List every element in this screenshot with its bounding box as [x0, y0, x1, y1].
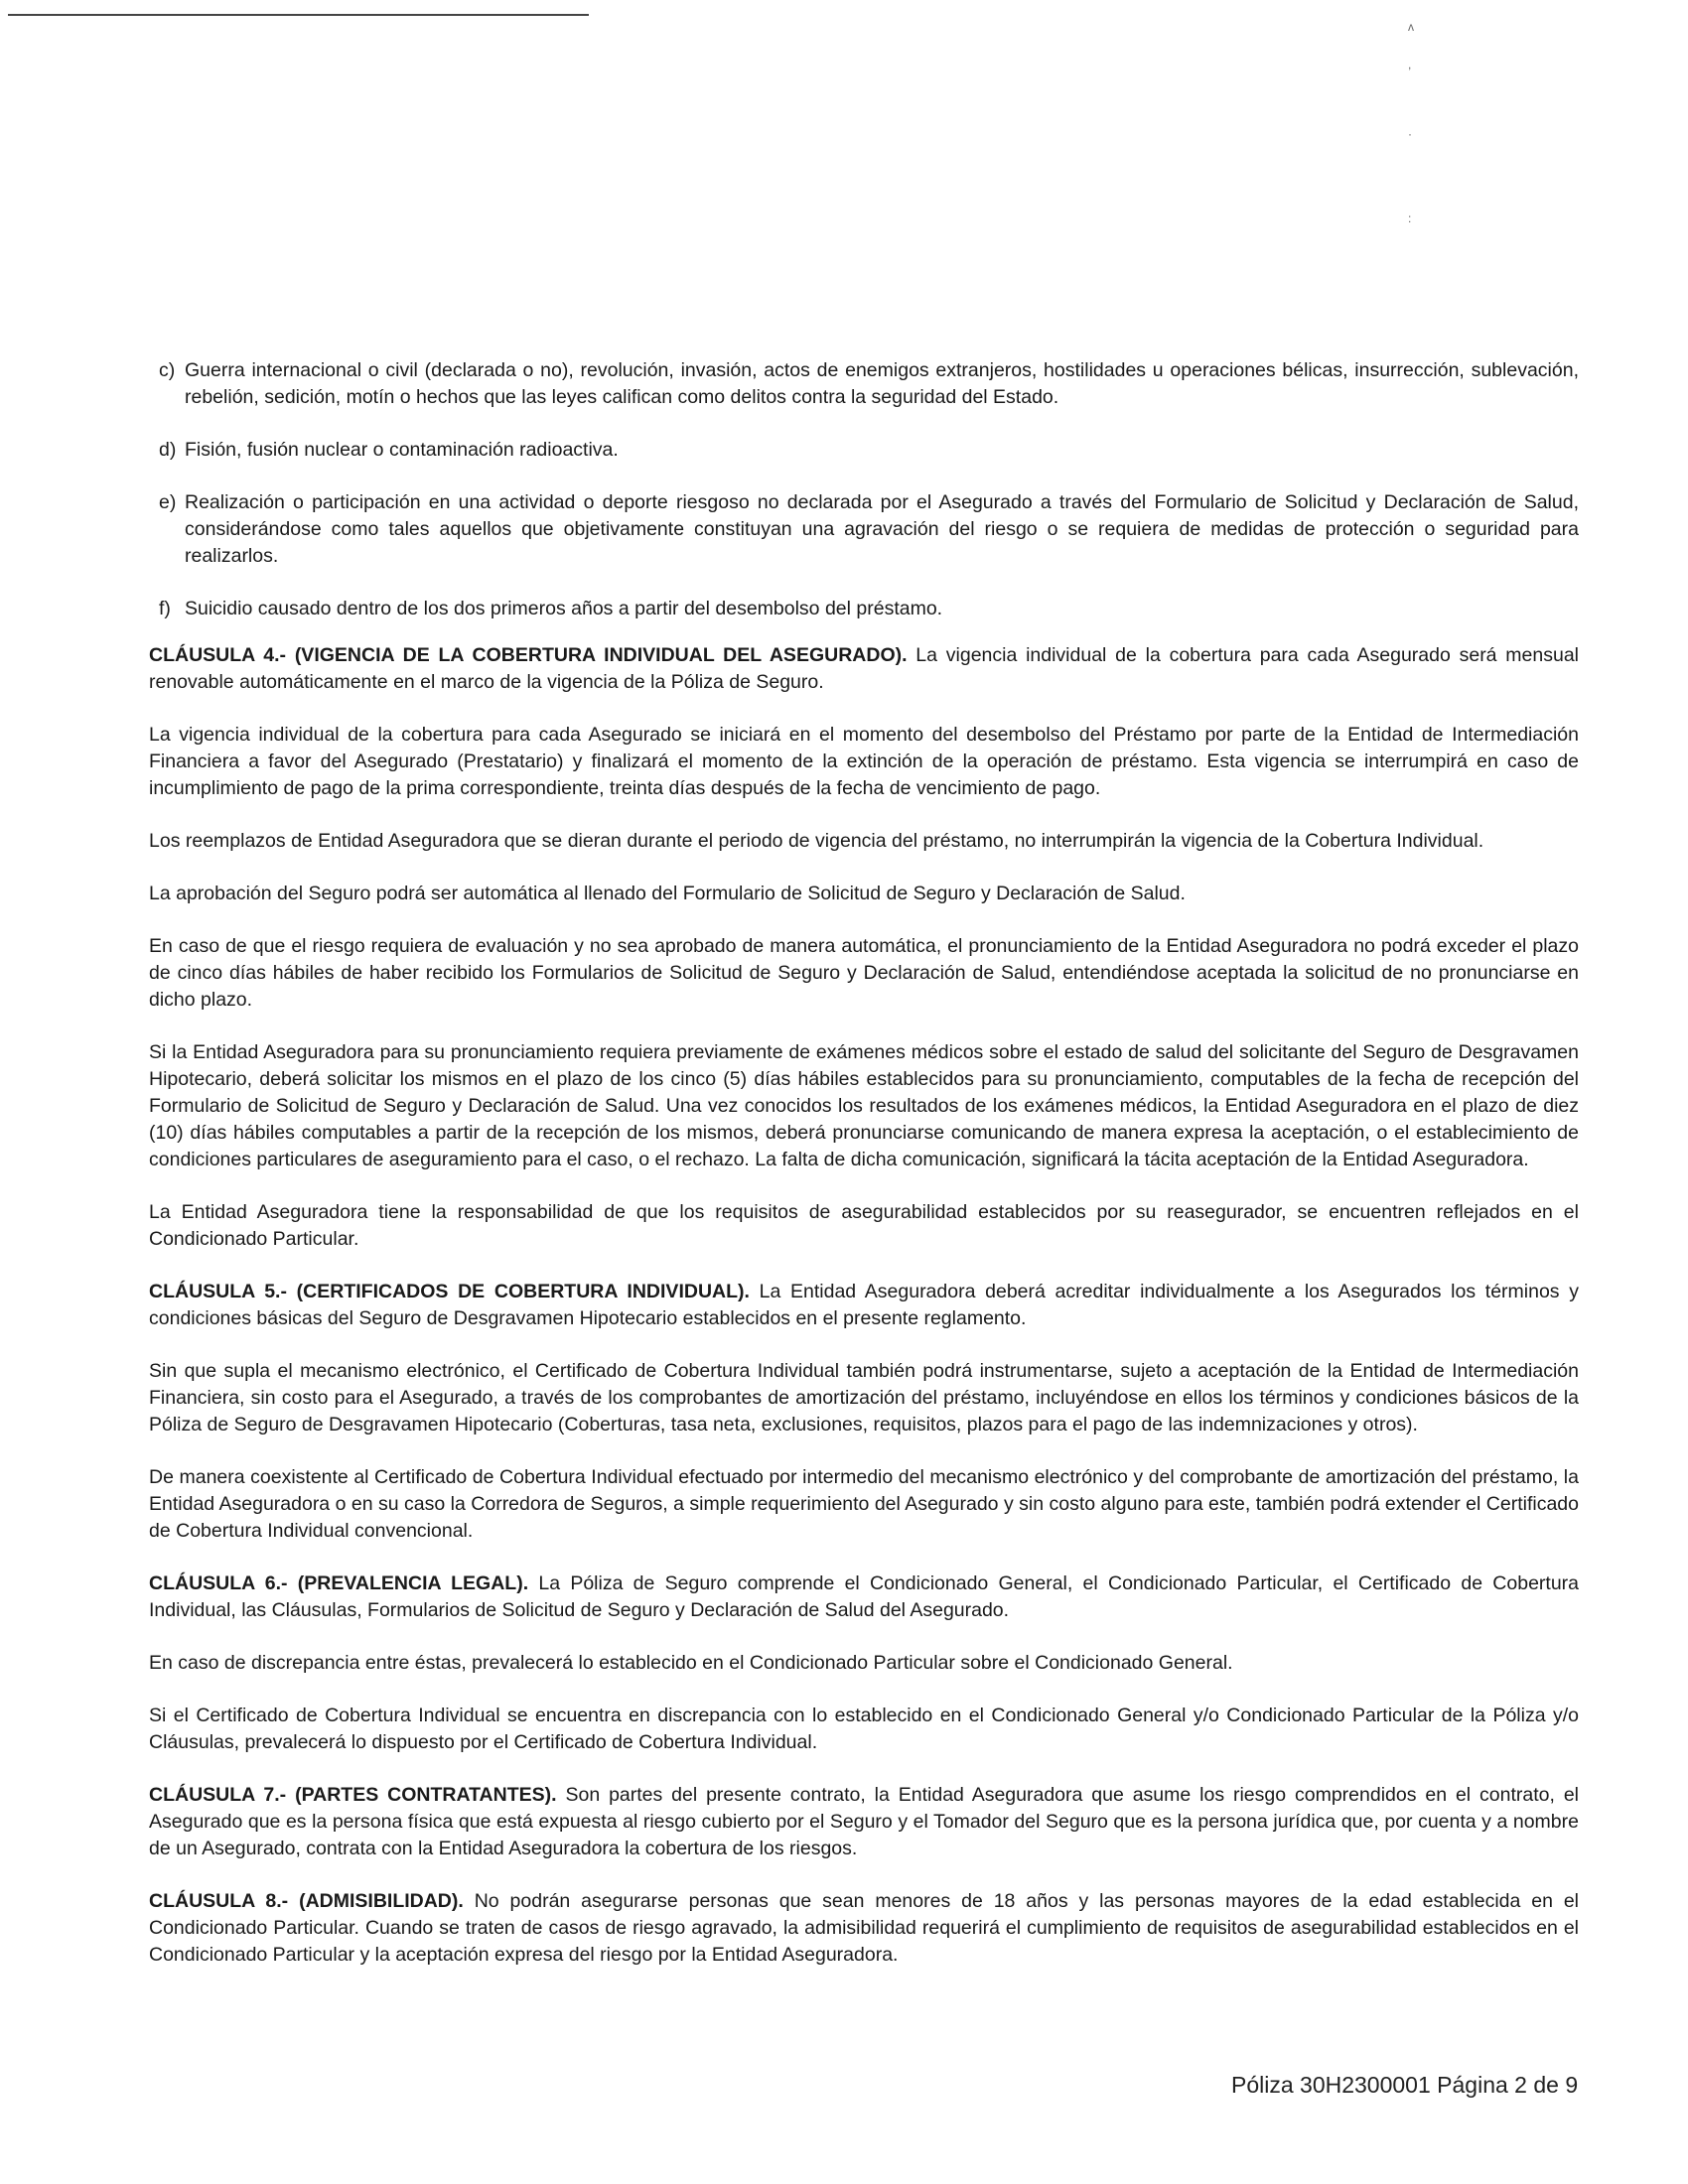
item-text: Fisión, fusión nuclear o contaminación radioactiva. — [185, 439, 619, 461]
margin-mark: : — [1408, 211, 1412, 225]
clause-6 — [149, 1570, 1579, 1624]
clause-4 — [149, 642, 1579, 696]
paragraph: La aprobación del Seguro podrá ser automática al llenado del Formulario de Solicitud de Seguro y Declaración de Salud. — [149, 883, 1186, 904]
margin-mark: · — [1408, 127, 1412, 141]
clause-heading: CLÁUSULA 7.- (PARTES CONTRATANTES). — [149, 1784, 557, 1806]
clause-5 — [149, 1279, 1579, 1332]
item-marker: e) — [159, 491, 177, 513]
paragraph: En caso de discrepancia entre éstas, prevalecerá lo establecido en el Condicionado Particular sobre el Condicionado General. — [149, 1652, 1233, 1674]
paragraph: Si el Certificado de Cobertura Individual se encuentra en discrepancia con lo establecido en el Condicionado General y/o Condicionado Particular de la Póliza y/o Cláusulas, prevalecerá lo dispuesto por el Certificado de Cobertura Individual. — [149, 1705, 1579, 1753]
clause-heading: CLÁUSULA 6.- (PREVALENCIA LEGAL). — [149, 1572, 529, 1594]
clause-heading: CLÁUSULA 8.- (ADMISIBILIDAD). — [149, 1890, 464, 1912]
clause-7 — [149, 1782, 1579, 1862]
item-marker: c) — [159, 359, 176, 381]
paragraph: La Entidad Aseguradora tiene la responsabilidad de que los requisitos de asegurabilidad establecidos por su reasegurador, se encuentren reflejados en el Condicionado Particular. — [149, 1201, 1579, 1250]
item-marker: d) — [159, 439, 177, 461]
clause-text: Son partes del presente contrato, la Entidad Aseguradora que asume los riesgo comprendidos en el contrato, el Asegurado que es la persona física que está expuesta al riesgo cubierto por el Seguro y el Tomador del Seguro que es la persona jurídica que, por cuenta y a nombre de un Asegurado, contrata con la Entidad Aseguradora la cobertura de los riesgos. — [149, 1784, 1580, 1859]
top-rule — [8, 14, 589, 16]
clause-text: La vigencia individual de la cobertura para cada Asegurado será mensual renovable automáticamente en el marco de la vigencia de la Póliza de Seguro. — [149, 644, 1580, 693]
item-marker: f) — [159, 598, 171, 619]
item-text: Guerra internacional o civil (declarada o no), revolución, invasión, actos de enemigos extranjeros, hostilidades u operaciones bélicas, insurrección, sublevación, rebelión, sedición, motín o hechos que las leyes califican como delitos contra la seguridad del Estado. — [185, 359, 1579, 408]
clause-8 — [149, 1888, 1579, 1969]
paragraph: En caso de que el riesgo requiera de evaluación y no sea aprobado de manera automática, el pronunciamiento de la Entidad Aseguradora no podrá exceder el plazo de cinco días hábiles de haber recibido los Formularios de Solicitud de Seguro y Declaración de Salud, entendiéndose aceptada la solicitud de no pronunciarse en dicho plazo. — [149, 935, 1579, 1011]
paragraph: Si la Entidad Aseguradora para su pronunciamiento requiera previamente de exámenes médicos sobre el estado de salud del solicitante del Seguro de Desgravamen Hipotecario, deberá solicitar los mismos en el plazo de los cinco (5) días hábiles establecidos para su pronunciamiento, computables de la fecha de recepción del Formulario de Solicitud de Seguro y Declaración de Salud. Una vez conocidos los resultados de los exámenes médicos, la Entidad Aseguradora en el plazo de diez (10) días hábiles computables a partir de la recepción de los mismos, deberá pronunciarse comunicando de manera expresa la aceptación, o el establecimiento de condiciones particulares de aseguramiento para el caso, o el rechazo. La falta de dicha comunicación, significará la tácita aceptación de la Entidad Aseguradora. — [149, 1041, 1579, 1170]
exclusion-item-f — [159, 596, 1579, 622]
clause-text: No podrán asegurarse personas que sean menores de 18 años y las personas mayores de la edad establecida en el Condicionado Particular. Cuando se traten de casos de riesgo agravado, la admisibilidad requerirá el cumplimiento de requisitos de asegurabilidad establecidos en el Condicionado Particular y la aceptación expresa del riesgo por la Entidad Aseguradora. — [149, 1890, 1580, 1966]
clause-text: La Póliza de Seguro comprende el Condicionado General, el Condicionado Particular, el Certificado de Cobertura Individual, las Cláusulas, Formularios de Solicitud de Seguro y Declaración de Salud del Asegurado. — [149, 1572, 1580, 1621]
exclusion-item-c — [159, 357, 1579, 411]
item-text: Suicidio causado dentro de los dos primeros años a partir del desembolso del préstamo. — [185, 598, 943, 619]
exclusion-item-e — [159, 489, 1579, 570]
page-footer: Póliza 30H2300001 Página 2 de 9 — [1231, 2072, 1579, 2098]
clause-text: La Entidad Aseguradora deberá acreditar individualmente a los Asegurados los términos y condiciones básicas del Seguro de Desgravamen Hipotecario establecidos en el presente reglamento. — [149, 1281, 1579, 1329]
clause-heading: CLÁUSULA 5.- (CERTIFICADOS DE COBERTURA INDIVIDUAL). — [149, 1281, 750, 1302]
paragraph: Sin que supla el mecanismo electrónico, el Certificado de Cobertura Individual también podrá instrumentarse, sujeto a aceptación de la Entidad de Intermediación Financiera, sin costo para el Asegurado, a través de los comprobantes de amortización del préstamo, incluyéndose en ellos los términos y condiciones básicos de la Póliza de Seguro de Desgravamen Hipotecario (Coberturas, tasa neta, exclusiones, requisitos, plazos para el pago de las indemnizaciones y otros). — [149, 1360, 1579, 1435]
exclusion-item-d — [159, 437, 1579, 464]
paragraph: La vigencia individual de la cobertura para cada Asegurado se iniciará en el momento del desembolso del Préstamo por parte de la Entidad de Intermediación Financiera a favor del Asegurado (Prestatario) y finalizará el momento de la extinción de la operación de préstamo. Esta vigencia se interrumpirá en caso de incumplimiento de pago de la prima correspondiente, treinta días después de la fecha de vencimiento de pago. — [149, 724, 1579, 799]
item-text: Realización o participación en una actividad o deporte riesgoso no declarada por el Asegurado a través del Formulario de Solicitud y Declaración de Salud, considerándose como tales aquellos que objetivamente constituyan una agravación del riesgo o se requiera de medidas de protección o seguridad para realizarlos. — [185, 491, 1579, 567]
margin-mark: ʌ — [1408, 20, 1414, 34]
clause-heading: CLÁUSULA 4.- (VIGENCIA DE LA COBERTURA INDIVIDUAL DEL ASEGURADO). — [149, 644, 908, 666]
document-body — [149, 357, 1579, 1994]
margin-mark: , — [1408, 58, 1412, 71]
paragraph: Los reemplazos de Entidad Aseguradora que se dieran durante el periodo de vigencia del préstamo, no interrumpirán la vigencia de la Cobertura Individual. — [149, 830, 1484, 852]
paragraph: De manera coexistente al Certificado de Cobertura Individual efectuado por intermedio del mecanismo electrónico y del comprobante de amortización del préstamo, la Entidad Aseguradora o en su caso la Corredora de Seguros, a simple requerimiento del Asegurado y sin costo alguno para este, también podrá extender el Certificado de Cobertura Individual convencional. — [149, 1466, 1579, 1542]
